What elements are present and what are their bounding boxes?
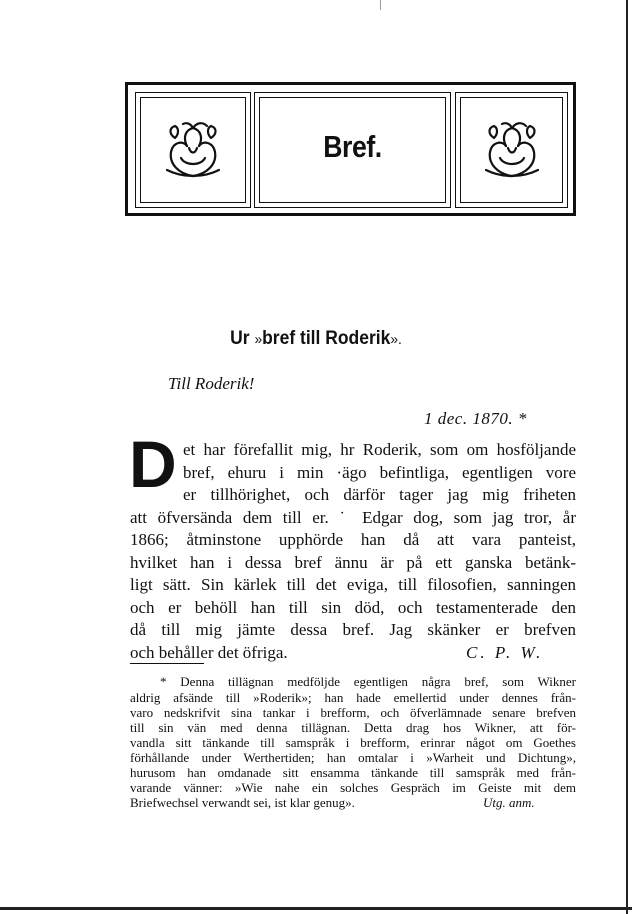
body-line: att öfversända dem till er. ˙ Edgar dog, som jag tror, år: [130, 507, 576, 527]
body-line: ligt sätt. Sin kärlek till det eviga, till filosofien, sanningen: [130, 575, 576, 594]
signature: C. P. W.: [466, 642, 544, 662]
article-title-quote-close: ».: [390, 331, 402, 348]
drop-cap: D: [129, 427, 177, 501]
salutation: Till Roderik!: [168, 374, 255, 393]
header-rule-bottom: [125, 213, 576, 216]
page-edge-right: [626, 0, 628, 914]
body-line: bref, ehuru i min ·ägo befintliga, egentligen vore: [183, 462, 576, 482]
footnote-line: aldrig afsände till »Roderik»; han hade emellertid under dennes från-: [130, 690, 576, 705]
footnote-line: * Denna tillägnan medföljde egentligen några bref, som Wikner: [160, 674, 576, 689]
body-line: 1866; åtminstone upphörde han då att vara panteist,: [130, 530, 576, 549]
header-panel-left: [135, 92, 251, 208]
body-line: då till mig jämte dessa bref. Jag skänker er brefven: [130, 620, 576, 639]
article-title-prefix: Ur: [230, 328, 250, 349]
section-title: Bref.: [323, 129, 382, 164]
header-ornament: [125, 82, 576, 218]
footnote-line: hurusom han omdanade sitt ensamma tänkande till samspråk med från-: [130, 765, 576, 780]
page-edge-bottom: [0, 907, 632, 910]
dateline: 1 dec. 1870. *: [424, 409, 527, 428]
article-title: [25, 328, 606, 350]
article-title-text: bref till Roderik: [262, 328, 391, 349]
page-edge-mark: [380, 0, 381, 10]
body-line-last: och behåller det öfriga.: [130, 642, 288, 662]
article-title-quote-open: »: [254, 331, 263, 348]
body-line: et har förefallit mig, hr Roderik, som om hosföljande: [183, 440, 576, 459]
editor-note: Utg. anm.: [483, 795, 535, 810]
header-panel-right: [455, 92, 568, 208]
flower-ornament-icon: [480, 118, 544, 182]
footnote-line: Briefwechsel verwandt sei, ist klar genug».: [130, 795, 355, 810]
footnote-line: varande vänner: »Wie nahe ein solches Gespräch im Geiste mit dem: [130, 780, 576, 795]
footnote-line: varo nedskrifvit sina tankar i brefform, och öfverlämnade senare brefven: [130, 705, 576, 720]
footnote-line: förhållande under Werthertiden; han omtalar i »Warheit und Dichtung»,: [130, 750, 576, 765]
footnote-rule: [130, 663, 204, 664]
header-rule-left: [125, 82, 128, 216]
footnote-line: till sin vän med denna tillägnan. Detta drag hos Wikner, att för-: [130, 720, 576, 735]
header-panel-center: [254, 92, 451, 208]
footnote-line: vandla sitt tänkande till samspråk i brefform, erinrar något om Goethes: [130, 735, 576, 750]
body-line: och er behöll han till sin död, och testamenterade den: [130, 597, 576, 617]
header-rule-top: [125, 82, 576, 85]
body-line: hvilket han i dessa bref ännu är på ett ganska betänk-: [130, 552, 576, 572]
flower-ornament-icon: [161, 118, 225, 182]
header-rule-right: [573, 82, 576, 216]
body-line: er tillhörighet, och därför tager jag mig friheten: [183, 485, 576, 504]
